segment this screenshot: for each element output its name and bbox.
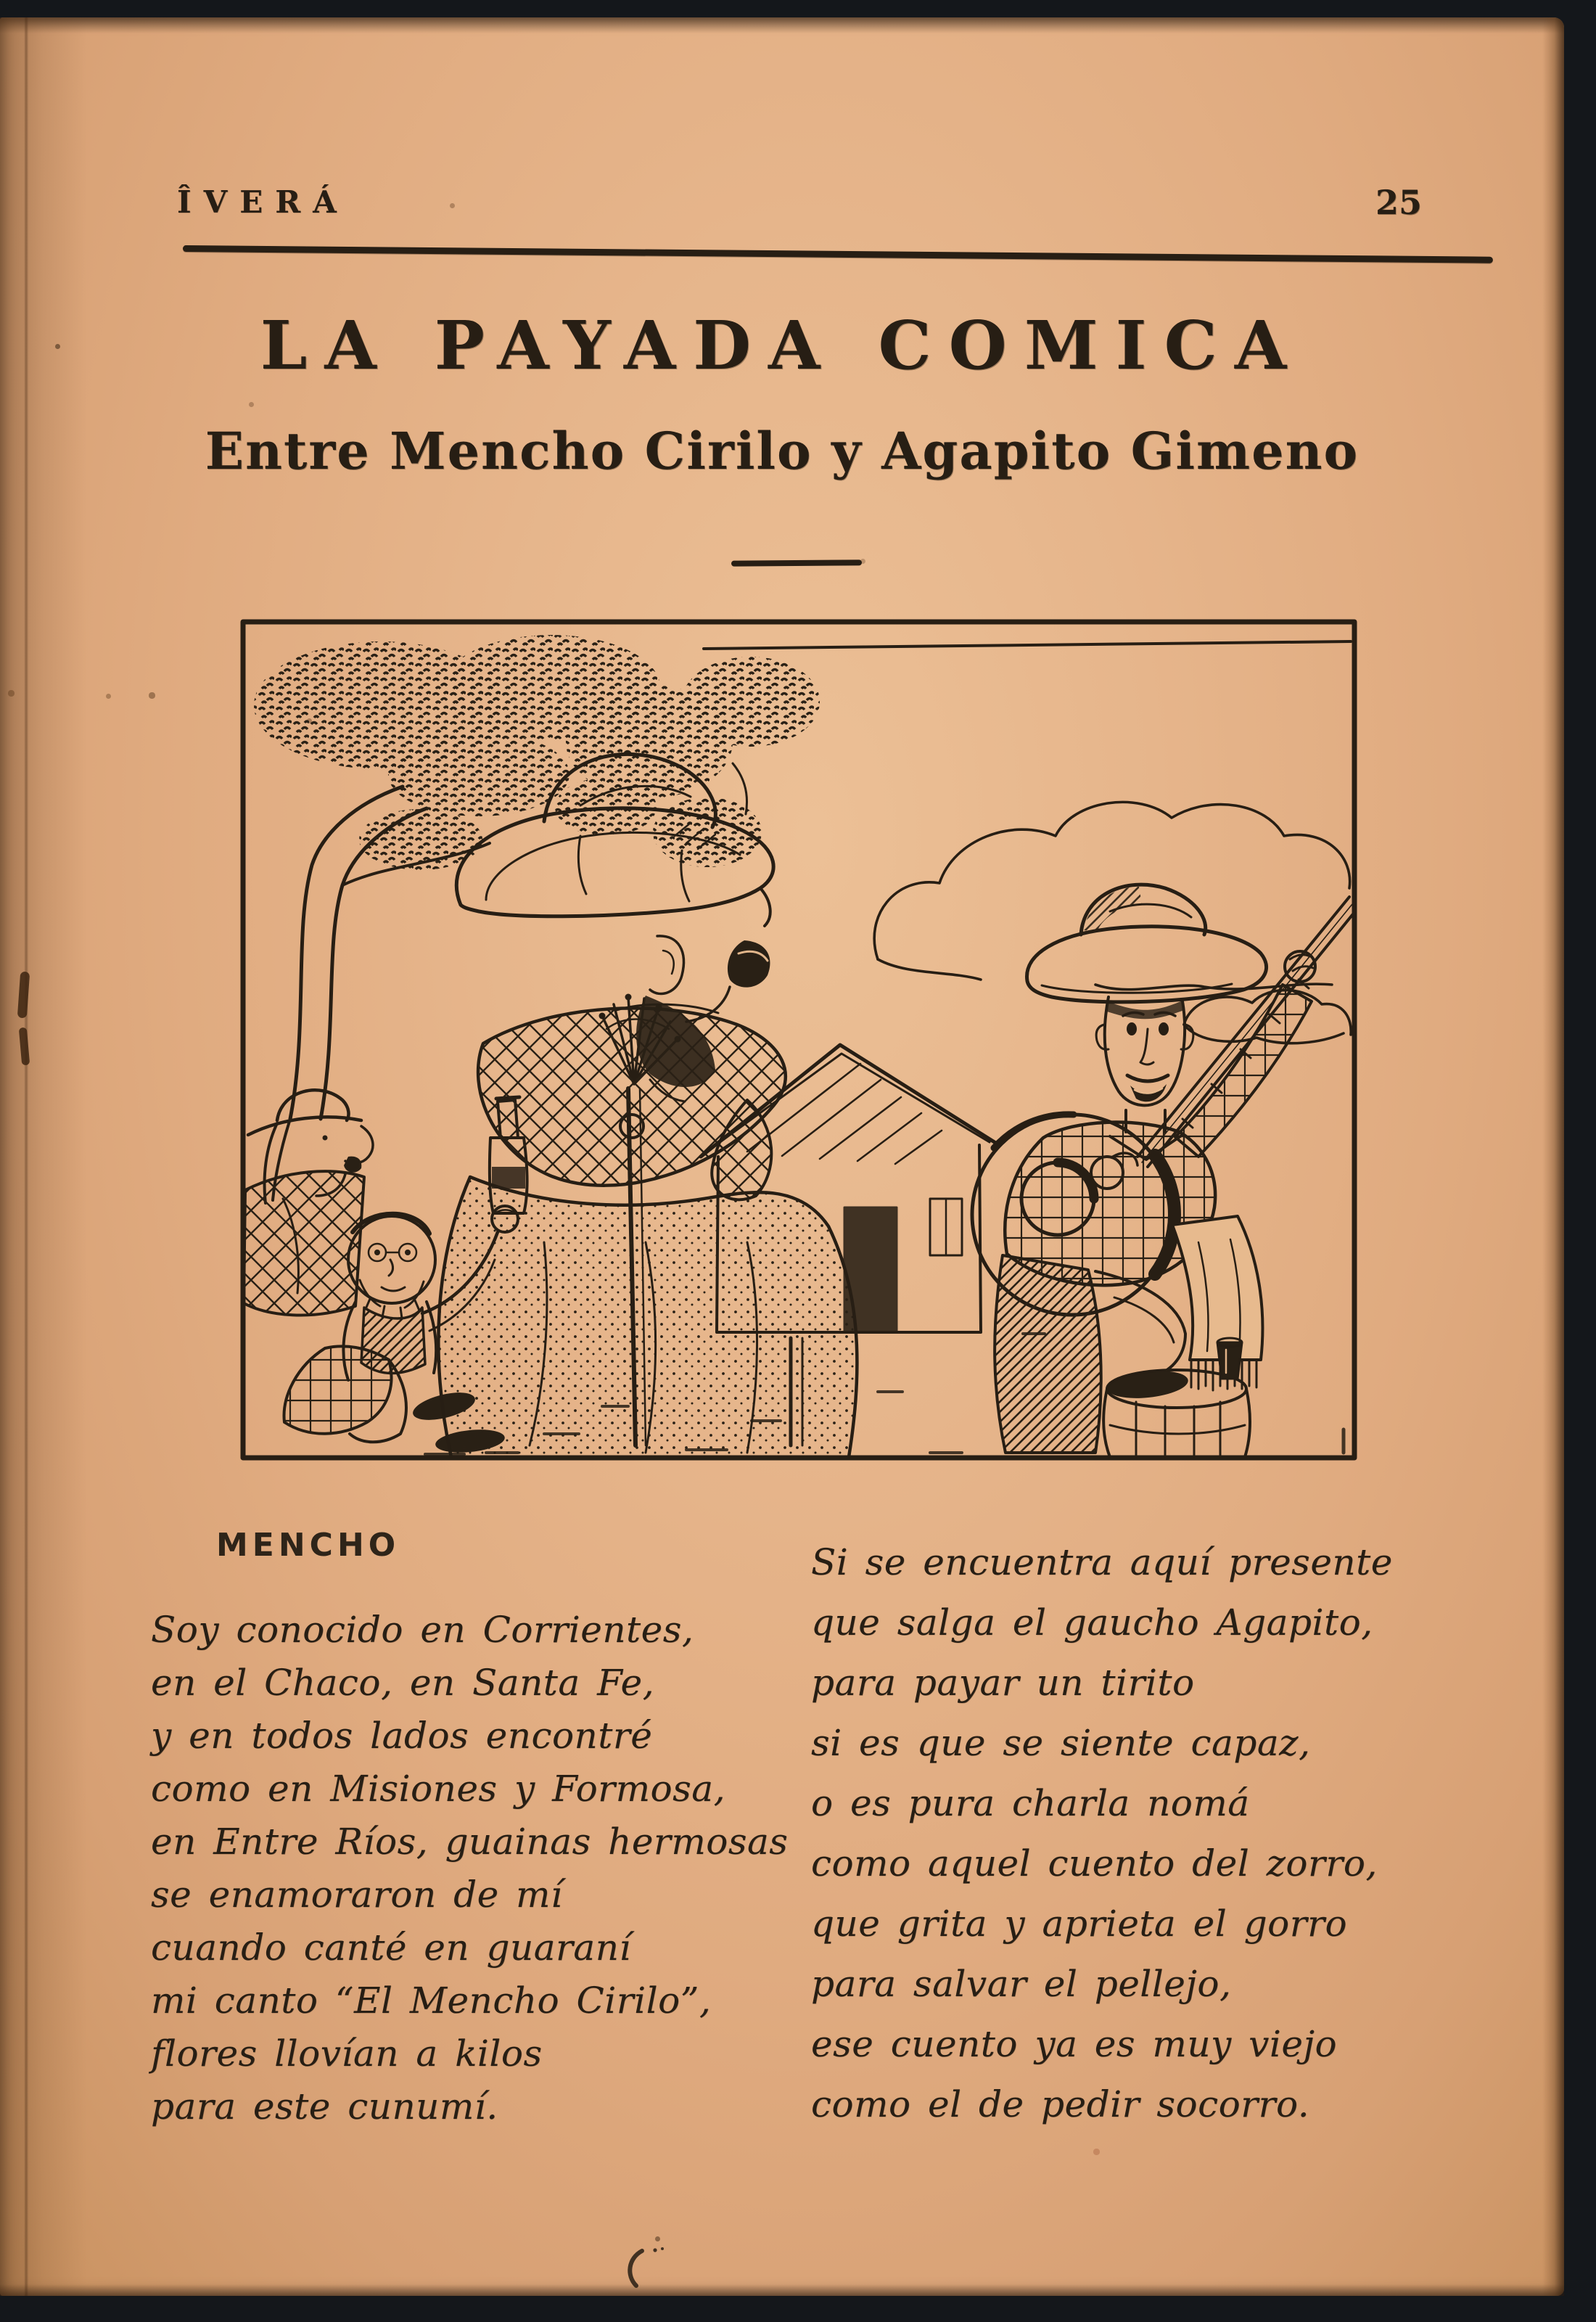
verse-line: y en todos lados encontré bbox=[151, 1715, 653, 1757]
verse-line: flores llovían a kilos bbox=[151, 2032, 543, 2075]
verse-line: para payar un tirito bbox=[811, 1662, 1195, 1704]
verse-column-left bbox=[151, 1604, 788, 2133]
paper-specks bbox=[0, 17, 2, 20]
verse-line: ese cuento ya es muy viejo bbox=[811, 2023, 1338, 2065]
running-header: ÎVERÁ bbox=[177, 184, 349, 220]
verse-line: cuando canté en guaraní bbox=[151, 1927, 631, 1969]
verse-line: para este cunumí. bbox=[151, 2085, 498, 2128]
verse-line: que grita y aprieta el gorro bbox=[811, 1903, 1348, 1945]
verse-line: se enamoraron de mí bbox=[151, 1874, 563, 1916]
verse-line: como aquel cuento del zorro, bbox=[811, 1842, 1378, 1884]
title-divider bbox=[731, 559, 862, 566]
verse-line: si es que se siente capaz, bbox=[811, 1722, 1311, 1764]
verse-line: que salga el gaucho Agapito, bbox=[811, 1601, 1373, 1644]
illustration-drawing bbox=[239, 618, 1358, 1461]
guitarist bbox=[972, 885, 1355, 1459]
verse-line: en Entre Ríos, guainas hermosas bbox=[151, 1821, 789, 1863]
verse-line: Soy conocido en Corrientes, bbox=[151, 1609, 694, 1651]
illustration-frame bbox=[239, 618, 1358, 1461]
header-rule bbox=[183, 245, 1493, 263]
page-number: 25 bbox=[1375, 183, 1423, 222]
ink-smudge bbox=[613, 2244, 686, 2302]
verse-column-right bbox=[811, 1533, 1393, 2135]
speaker-label: MENCHO bbox=[216, 1527, 400, 1564]
article-subtitle: Entre Mencho Cirilo y Agapito Gimeno bbox=[205, 421, 1360, 481]
verse-line: mi canto “El Mencho Cirilo”, bbox=[151, 1980, 712, 2022]
verse-line: para salvar el pellejo, bbox=[811, 1963, 1232, 2005]
verse-line: Si se encuentra aquí presente bbox=[811, 1541, 1393, 1583]
article-title: LA PAYADA COMICA bbox=[260, 306, 1304, 385]
singer-foreground bbox=[438, 754, 857, 1457]
verse-line: como el de pedir socorro. bbox=[811, 2083, 1310, 2125]
book-page bbox=[0, 17, 1564, 2296]
verse-line: como en Misiones y Formosa, bbox=[151, 1768, 725, 1810]
verse-line: en el Chaco, en Santa Fe, bbox=[151, 1662, 655, 1704]
verse-line: o es pura charla nomá bbox=[811, 1782, 1250, 1824]
